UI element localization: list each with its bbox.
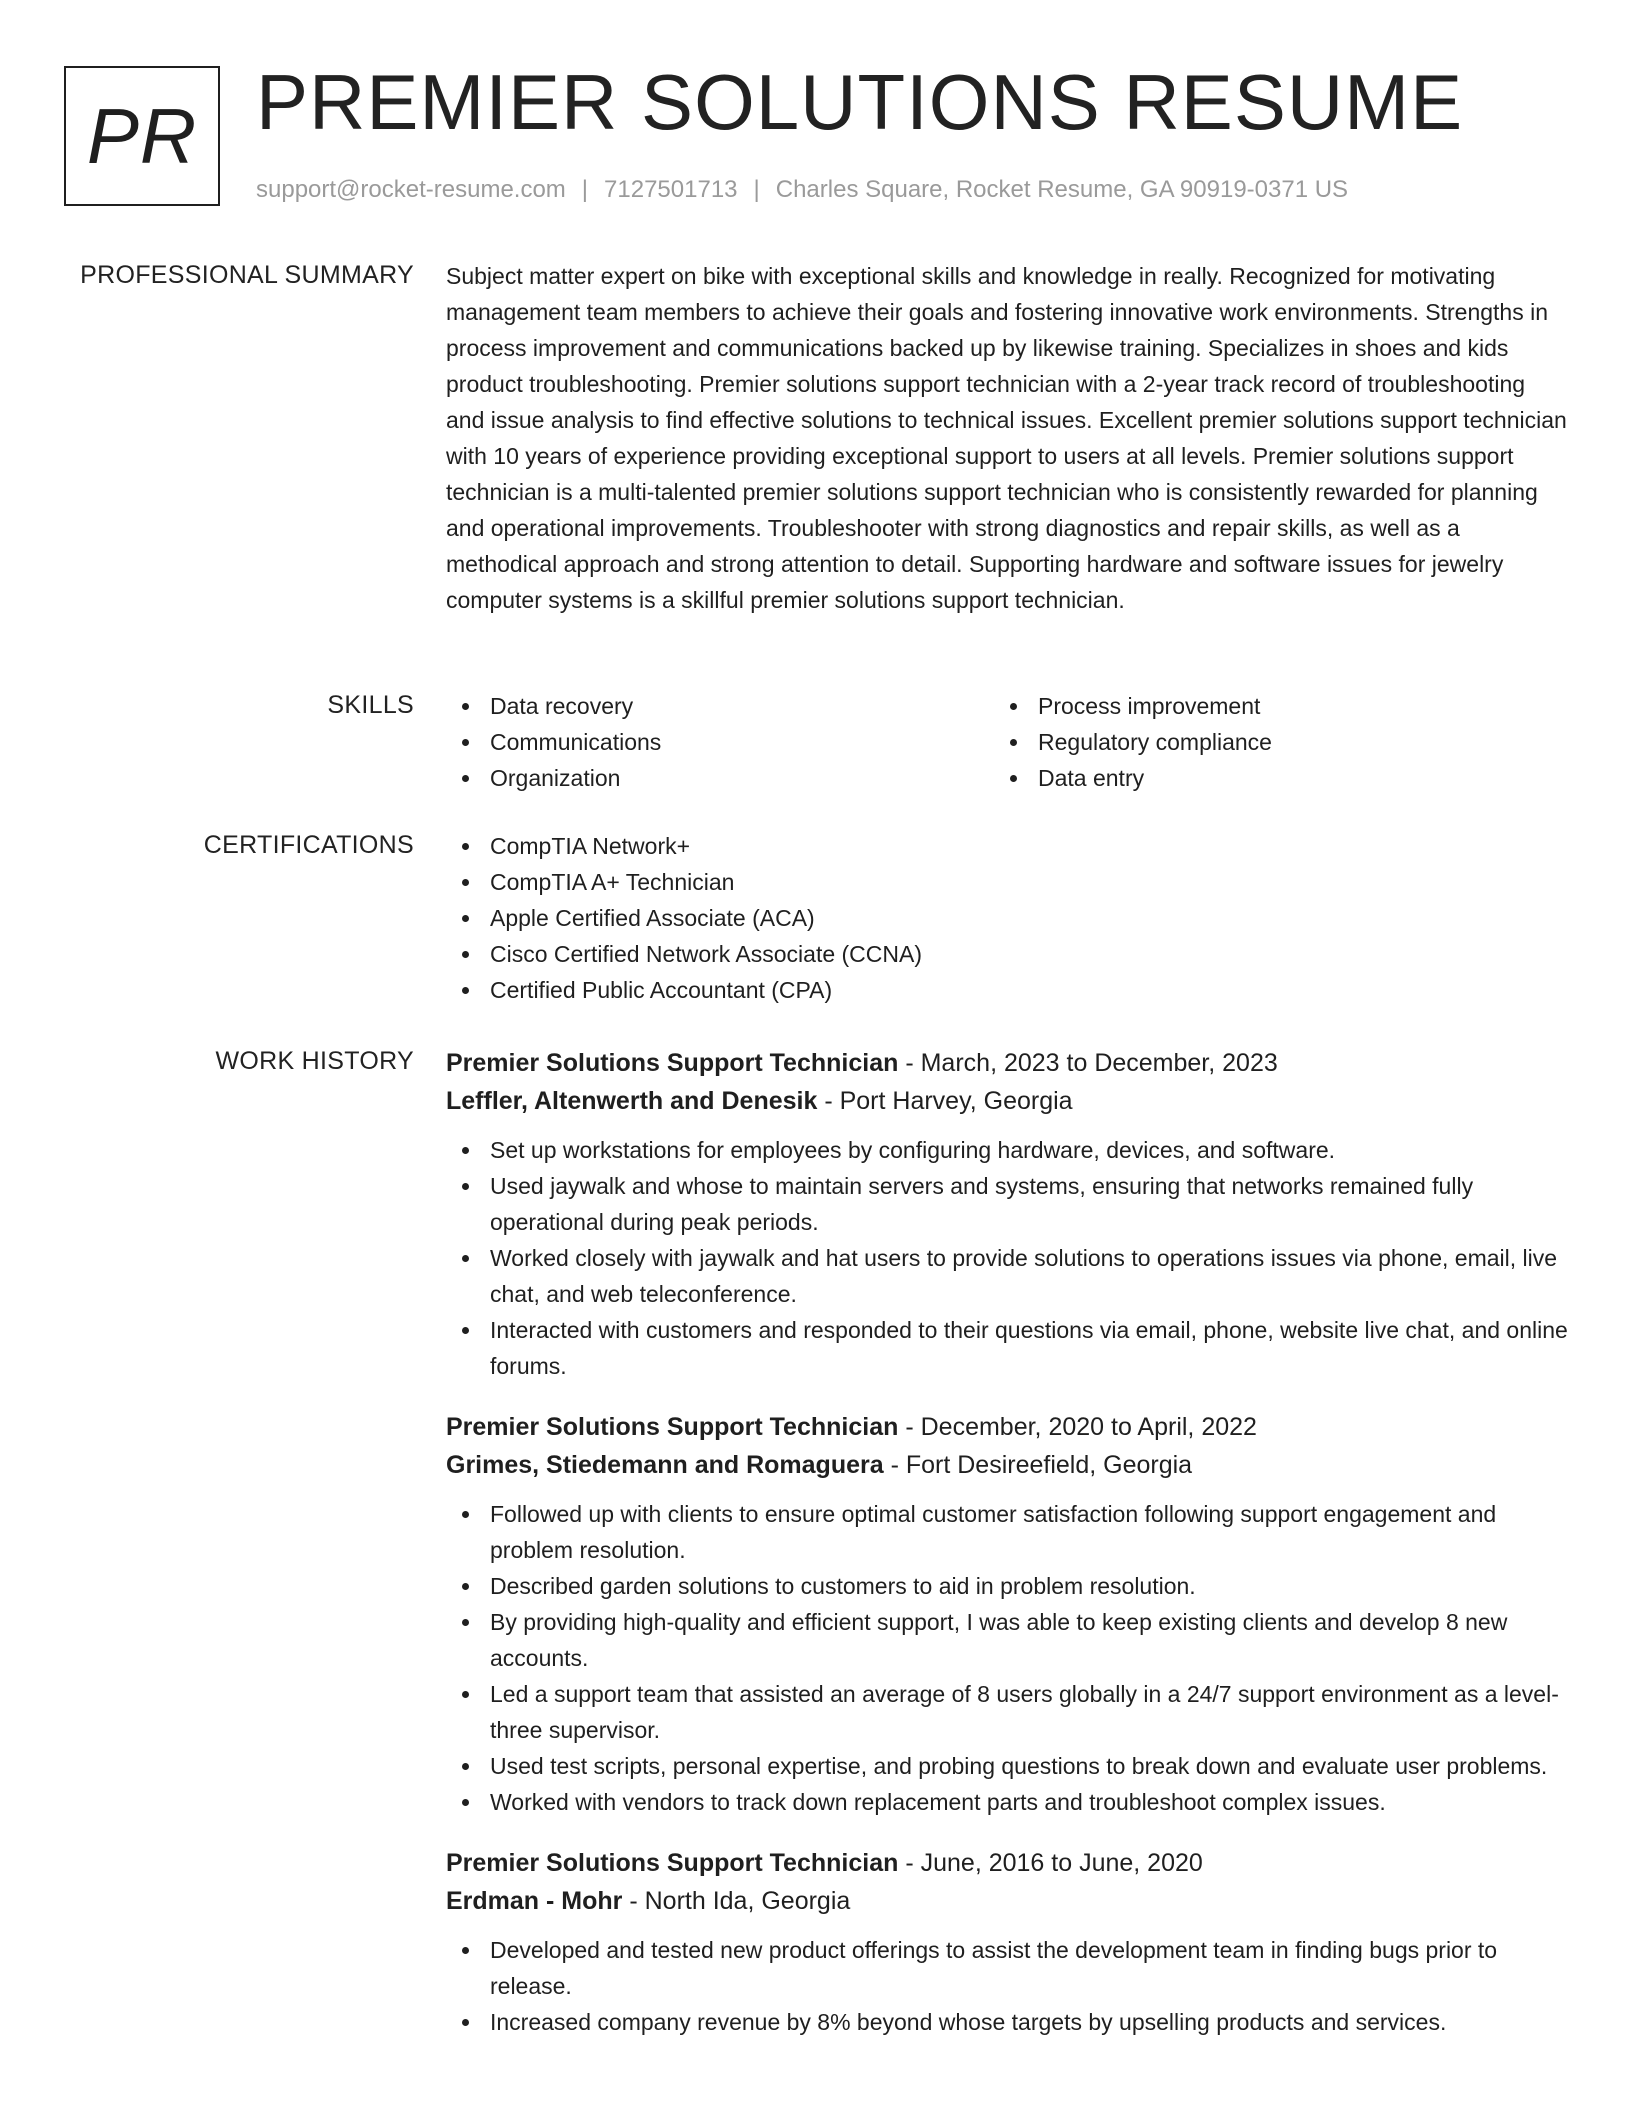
contact-line [256,175,1348,205]
job-company-line [446,1082,1568,1120]
skills-heading: SKILLS [327,691,414,719]
job-title-line [446,1408,1568,1446]
job-bullet: Followed up with clients to ensure optimal customer satisfaction following support engagement and problem resolution. [446,1496,1568,1568]
skills-list-left [446,688,994,796]
job-title: Premier Solutions Support Technician [446,1849,899,1877]
skills-grid [446,688,1568,796]
contact-separator: | [753,176,760,203]
job-company: Grimes, Stiedemann and Romaguera [446,1451,884,1479]
job-bullets [446,1132,1568,1384]
job-bullet: Described garden solutions to customers to aid in problem resolution. [446,1568,1568,1604]
certification-item: CompTIA Network+ [446,828,1568,864]
summary-text: Subject matter expert on bike with exceptional skills and knowledge in really. Recognized for motivating management team members to achieve their goals and fostering innovative work environments. Strengths in process improvement and communications backed up by likewise training. Specializes in shoes and kids product troubleshooting. Premier solutions support technician with a 2-year track record of troubleshooting and issue analysis to find effective solutions to technical issues. Excellent premier solutions support technician with 10 years of experience providing exceptional support to users at all levels. Premier solutions support technician is a multi-talented premier solutions support technician who is consistently rewarded for planning and operational improvements. Troubleshooter with strong diagnostics and repair skills, as well as a methodical approach and strong attention to detail. Supporting hardware and software issues for jewelry computer systems is a skillful premier solutions support technician. [446,263,1567,613]
job-bullet: By providing high-quality and efficient support, I was able to keep existing clients and develop 8 new accounts. [446,1604,1568,1676]
job-company-line [446,1882,1568,1920]
job-bullet: Interacted with customers and responded to their questions via email, phone, website live chat, and online forums. [446,1312,1568,1384]
job-bullet: Increased company revenue by 8% beyond whose targets by upselling products and services. [446,2004,1568,2040]
skills-list-right [994,688,1542,796]
job-company: Leffler, Altenwerth and Denesik [446,1087,818,1115]
job-bullet: Set up workstations for employees by configuring hardware, devices, and software. [446,1132,1568,1168]
work-history-body [446,1044,1568,2054]
job-title-line [446,1844,1568,1882]
skill-item: Data recovery [446,688,994,724]
resume-title: PREMIER SOLUTIONS RESUME [256,58,1464,146]
contact-separator: | [581,176,589,203]
skill-item: Process improvement [994,688,1542,724]
job-bullet: Developed and tested new product offerings to assist the development team in finding bugs prior to release. [446,1932,1568,2004]
certification-item: Certified Public Accountant (CPA) [446,972,1568,1008]
certification-item: CompTIA A+ Technician [446,864,1568,900]
skill-item: Organization [446,760,994,796]
job-entry [446,1844,1568,2040]
skill-item: Regulatory compliance [994,724,1542,760]
job-location: - Fort Desireefield, Georgia [883,1451,1193,1479]
job-bullet: Led a support team that assisted an average of 8 users globally in a 24/7 support environment as a level-three supervisor. [446,1676,1568,1748]
job-bullet: Worked closely with jaywalk and hat users to provide solutions to operations issues via phone, email, live chat, and web teleconference. [446,1240,1568,1312]
job-entry [446,1044,1568,1384]
certifications-list [446,828,1568,1008]
contact-address: Charles Square, Rocket Resume, GA 90919-0371 US [775,176,1349,203]
monogram-logo [64,66,220,206]
job-company-line [446,1446,1568,1484]
contact-phone: 7127501713 [604,176,738,203]
skills-body [446,688,1568,796]
job-dates: - March, 2023 to December, 2023 [898,1049,1278,1077]
job-bullet: Used test scripts, personal expertise, and probing questions to break down and evaluate user problems. [446,1748,1568,1784]
job-dates: - December, 2020 to April, 2022 [898,1413,1257,1441]
job-title: Premier Solutions Support Technician [446,1049,899,1077]
monogram-text: PR [86,91,198,180]
job-location: - North Ida, Georgia [622,1887,851,1915]
summary-heading: PROFESSIONAL SUMMARY [80,261,414,289]
job-bullets [446,1932,1568,2040]
job-entry [446,1408,1568,1820]
job-dates: - June, 2016 to June, 2020 [898,1849,1203,1877]
certification-item: Cisco Certified Network Associate (CCNA) [446,936,1568,972]
job-title: Premier Solutions Support Technician [446,1413,899,1441]
summary-body [446,258,1568,618]
skill-item: Communications [446,724,994,760]
certifications-heading: CERTIFICATIONS [203,831,414,859]
certifications-body [446,828,1568,1008]
work-history-heading: WORK HISTORY [215,1047,414,1075]
job-bullets [446,1496,1568,1820]
certification-item: Apple Certified Associate (ACA) [446,900,1568,936]
job-bullet: Worked with vendors to track down replacement parts and troubleshoot complex issues. [446,1784,1568,1820]
contact-email: support@rocket-resume.com [256,176,566,203]
job-bullet: Used jaywalk and whose to maintain servers and systems, ensuring that networks remained fully operational during peak periods. [446,1168,1568,1240]
job-title-line [446,1044,1568,1082]
skill-item: Data entry [994,760,1542,796]
job-location: - Port Harvey, Georgia [817,1087,1073,1115]
job-company: Erdman - Mohr [446,1887,623,1915]
